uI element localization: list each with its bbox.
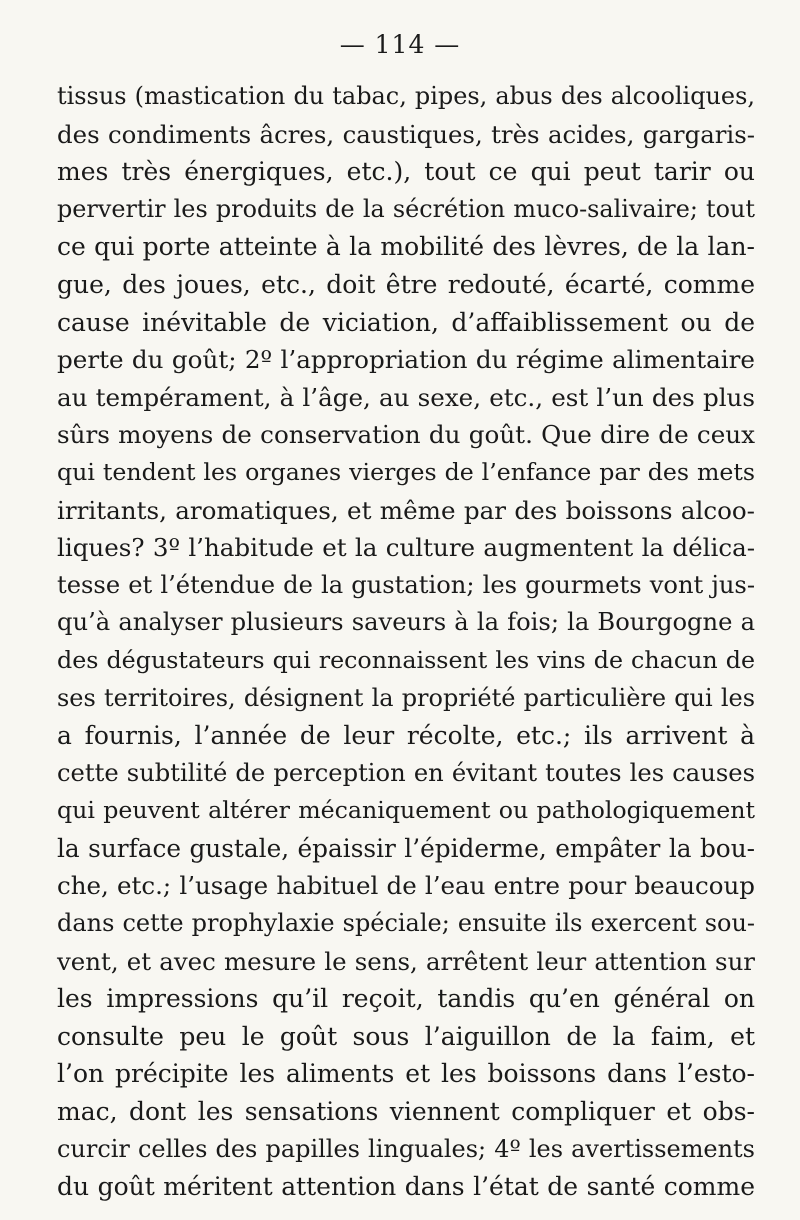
text-line: tesse et l’étendue de la gustation; les gourmets vont jus- <box>57 570 755 599</box>
text-line: sûrs moyens de conservation du goût. Que dire de ceux <box>57 420 755 450</box>
text-line: mac, dont les sensations viennent compliquer et obs- <box>57 1097 755 1127</box>
text-line: du goût méritent attention dans l’état de santé comme <box>57 1172 755 1202</box>
text-line: ce qui porte atteinte à la mobilité des lèvres, de la lan- <box>57 232 755 262</box>
text-line: pervertir les produits de la sécrétion muco-salivaire; tout <box>57 194 755 223</box>
text-line: des condiments âcres, caustiques, très acides, gargaris- <box>57 119 755 149</box>
text-line: au tempérament, à l’âge, au sexe, etc., est l’un des plus <box>57 382 755 412</box>
text-line: gue, des joues, etc., doit être redouté, écarté, comme <box>57 269 755 299</box>
text-line: qui tendent les organes vierges de l’enfance par des mets <box>57 457 755 486</box>
text-line: liques? 3º l’habitude et la culture augmentent la délica- <box>57 533 755 563</box>
text-line: che, etc.; l’usage habituel de l’eau entre pour beaucoup <box>57 871 755 901</box>
text-line: ses territoires, désignent la propriété particulière qui les <box>57 683 755 712</box>
text-line: l’on précipite les aliments et les boissons dans l’esto- <box>57 1059 755 1089</box>
text-line: mes très énergiques, etc.), tout ce qui peut tarir ou <box>57 157 755 187</box>
text-line: a fournis, l’année de leur récolte, etc.; ils arrivent à <box>57 721 755 751</box>
text-line: curcir celles des papilles linguales; 4º les avertissements <box>57 1134 755 1163</box>
text-line: irritants, aromatiques, et même par des boissons alcoo- <box>57 495 755 525</box>
body-text <box>57 78 755 1206</box>
text-line: la surface gustale, épaissir l’épiderme, empâter la bou- <box>57 833 755 863</box>
text-line: dans cette prophylaxie spéciale; ensuite ils exercent sou- <box>57 909 755 938</box>
text-line: cause inévitable de viciation, d’affaiblissement ou de <box>57 307 755 337</box>
text-line: les impressions qu’il reçoit, tandis qu’en général on <box>57 984 755 1014</box>
text-line: qui peuvent altérer mécaniquement ou pathologiquement <box>57 796 755 825</box>
text-line: tissus (mastication du tabac, pipes, abus des alcooliques, <box>57 82 755 110</box>
text-line: consulte peu le goût sous l’aiguillon de la faim, et <box>57 1021 755 1051</box>
page-number: — 114 — <box>339 30 461 59</box>
text-line: vent, et avec mesure le sens, arrêtent leur attention sur <box>57 946 755 976</box>
text-line: cette subtilité de perception en évitant toutes les causes <box>57 758 755 787</box>
text-line: qu’à analyser plusieurs saveurs à la fois; la Bourgogne a <box>57 608 755 637</box>
text-line: des dégustateurs qui reconnaissent les vins de chacun de <box>57 645 755 674</box>
text-line: perte du goût; 2º l’appropriation du régime alimentaire <box>57 345 755 375</box>
